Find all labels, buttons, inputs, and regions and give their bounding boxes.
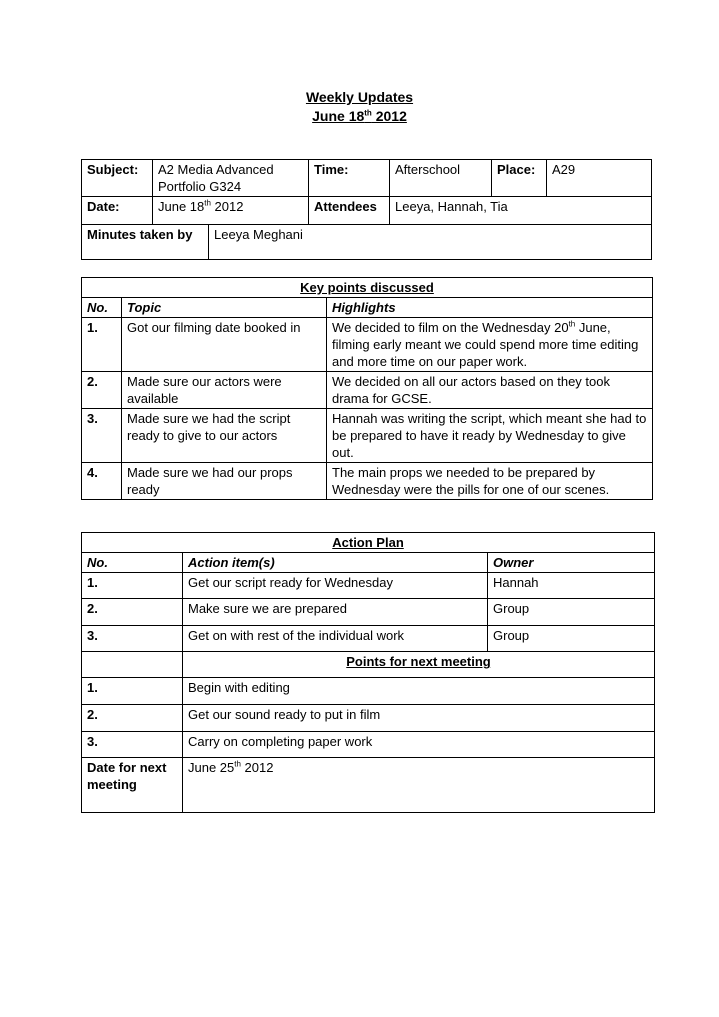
key-point-topic: Made sure we had our props ready (122, 463, 327, 500)
next-meeting-blank-cell (82, 652, 183, 678)
key-points-col-no: No. (82, 298, 122, 318)
place-value: A29 (547, 160, 652, 197)
key-point-highlight: The main props we needed to be prepared by Wednesday were the pills for one of our scenes. (327, 463, 653, 500)
action-no: 3. (82, 626, 183, 652)
key-point-highlight: We decided on all our actors based on they took drama for GCSE. (327, 372, 653, 409)
next-point-item: Carry on completing paper work (183, 732, 655, 758)
date-value-main: June 18 (158, 199, 205, 214)
table-row (82, 626, 655, 652)
date-value (153, 197, 309, 225)
table-row (82, 463, 653, 500)
table-row (82, 409, 653, 463)
action-no: 2. (82, 599, 183, 626)
key-points-col-topic: Topic (122, 298, 327, 318)
attendees-label: Attendees (309, 197, 390, 225)
time-value: Afterschool (390, 160, 492, 197)
next-date-main: June 25 (188, 760, 235, 775)
key-point-highlight-suffix: th (568, 319, 576, 329)
key-point-no: 4. (82, 463, 122, 500)
minutes-value: Leeya Meghani (209, 225, 652, 260)
time-label: Time: (309, 160, 390, 197)
date-value-year: 2012 (210, 199, 244, 214)
next-point-no: 3. (82, 732, 183, 758)
key-point-highlight (327, 318, 653, 372)
subject-label: Subject: (82, 160, 153, 197)
table-row (82, 372, 653, 409)
next-point-no: 1. (82, 678, 183, 705)
table-row (82, 599, 655, 626)
action-plan-heading: Action Plan (82, 533, 655, 553)
document-date-year: 2012 (371, 108, 407, 124)
place-label: Place: (492, 160, 547, 197)
key-point-highlight-main: We decided to film on the Wednesday 20 (332, 320, 569, 335)
key-points-heading: Key points discussed (82, 278, 653, 298)
next-date-value (183, 758, 655, 813)
action-item: Get on with rest of the individual work (183, 626, 488, 652)
next-point-item: Begin with editing (183, 678, 655, 705)
next-point-item: Get our sound ready to put in film (183, 705, 655, 732)
action-item: Get our script ready for Wednesday (183, 573, 488, 599)
subject-value: A2 Media Advanced Portfolio G324 (153, 160, 309, 197)
date-value-suffix: th (204, 198, 211, 208)
key-point-no: 2. (82, 372, 122, 409)
table-row (82, 318, 653, 372)
next-date-label: Date for next meeting (82, 758, 183, 813)
key-points-table (81, 277, 653, 500)
key-point-no: 1. (82, 318, 122, 372)
action-owner: Group (488, 626, 655, 652)
key-points-col-highlights: Highlights (327, 298, 653, 318)
next-date-suffix: th (234, 759, 241, 769)
date-label: Date: (82, 197, 153, 225)
next-date-year: 2012 (240, 760, 274, 775)
key-point-topic: Made sure we had the script ready to give to our actors (122, 409, 327, 463)
action-no: 1. (82, 573, 183, 599)
document-date-suffix: th (364, 108, 372, 118)
action-plan-col-owner: Owner (488, 553, 655, 573)
action-owner: Group (488, 599, 655, 626)
key-point-highlight: Hannah was writing the script, which meant she had to be prepared to have it ready by Wednesday to give out. (327, 409, 653, 463)
key-point-topic: Made sure our actors were available (122, 372, 327, 409)
attendees-value: Leeya, Hannah, Tia (390, 197, 652, 225)
table-row (82, 705, 655, 732)
key-point-highlight-rest: June, filming early meant we could spend more time editing and more time on our paper work. (332, 320, 639, 369)
action-plan-col-item: Action item(s) (183, 553, 488, 573)
meeting-info-table (81, 159, 652, 260)
action-plan-col-no: No. (82, 553, 183, 573)
table-row (82, 678, 655, 705)
action-owner: Hannah (488, 573, 655, 599)
next-point-no: 2. (82, 705, 183, 732)
table-row (82, 732, 655, 758)
key-point-no: 3. (82, 409, 122, 463)
table-row (82, 573, 655, 599)
document-date-main: June 18 (312, 108, 365, 124)
action-plan-table (81, 532, 655, 813)
action-item: Make sure we are prepared (183, 599, 488, 626)
next-meeting-heading: Points for next meeting (183, 652, 655, 678)
key-point-topic: Got our filming date booked in (122, 318, 327, 372)
minutes-label: Minutes taken by (82, 225, 209, 260)
document-title: Weekly Updates (305, 89, 414, 105)
document-date (0, 108, 719, 124)
